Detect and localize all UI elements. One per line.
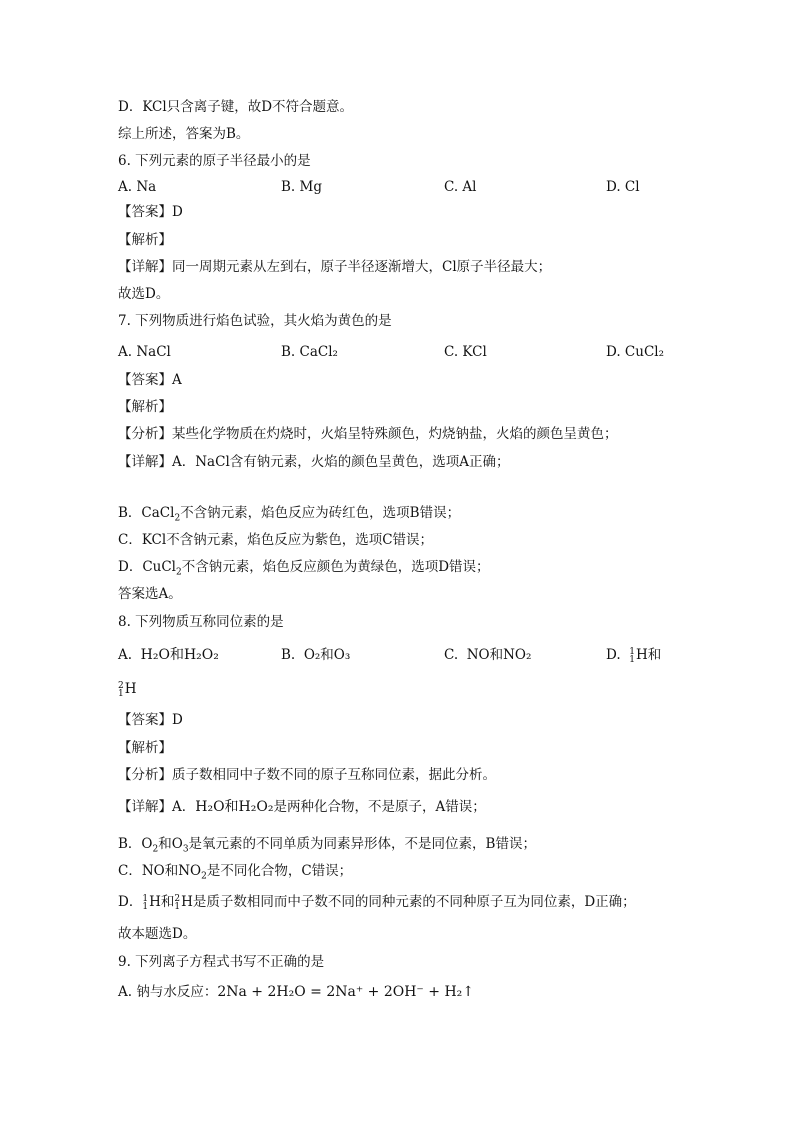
option-c: C. KCl [444,344,487,360]
detail-line-b: B．$O_2$和$O_3$是氧元素的不同单质为同素异形体，不是同位素，B错误； [118,836,536,855]
detail-line-d: D．CuCl$_2$不含钠元素，焰色反应颜色为黄绿色，选项D错误； [118,559,490,578]
conclusion-text: 故本题选D。 [118,926,197,942]
option-a: A. Na [118,179,157,195]
detail-line-d: D． 1 1 H和 2 1 H是质子数相同而中子数不同的同种元素的不同种原子互为同位素，D正确； [118,894,636,912]
option-d: D. CuCl₂ [606,344,665,360]
analysis-label: 【解析】 [118,399,172,415]
question-7-options [118,342,678,362]
question-6-options [118,177,678,197]
question-8-options [118,645,678,665]
option-a: A. NaCl [118,344,171,360]
answer-label: 【答案】A [118,372,182,388]
question-7-stem: 7. 下列物质进行焰色试验，其火焰为黄色的是 [118,313,392,329]
detail-line-a: 【详解】A．H₂O和H₂O₂是两种化合物，不是原子，A错误； [118,799,486,815]
question-8-stem: 8. 下列物质互称同位素的是 [118,614,284,630]
detail-line-c: C．KCl不含钠元素，焰色反应为紫色，选项C错误； [118,532,434,548]
option-d: D. Cl [606,179,640,195]
conclusion-text: 故选D。 [118,286,170,302]
analysis-label: 【解析】 [118,740,172,756]
option-a: A. H₂O和H₂O₂ [118,647,219,663]
analysis-summary: 【分析】某些化学物质在灼烧时，火焰呈特殊颜色，灼烧钠盐，火焰的颜色呈黄色； [118,426,618,442]
option-d-continuation: 2 1 H [118,681,137,699]
text-line: 综上所述，答案为B。 [118,126,250,142]
detail-line-c: C．NO和$NO_2$是不同化合物，C错误； [118,863,353,882]
option-b: B. Mg [281,179,322,195]
option-b: B. O₂和O₃ [281,647,351,663]
option-d: D. 1 1 H和 [606,647,662,665]
answer-label: 【答案】D [118,204,183,220]
question-9-stem: 9. 下列离子方程式书写不正确的是 [118,954,325,970]
conclusion-text: 答案选A。 [118,586,182,602]
question-6-stem: 6. 下列元素的原子半径最小的是 [118,153,311,169]
option-c: C. NO和NO₂ [444,647,532,663]
question-9-option-a: A. 钠与水反应：2Na + 2H₂O = 2Na⁺ + 2OH⁻ + H₂↑ [118,984,475,1000]
answer-label: 【答案】D [118,712,183,728]
option-c: C. Al [444,179,477,195]
option-b: B. CaCl₂ [281,344,338,360]
detail-text: 【详解】同一周期元素从左到右，原子半径逐渐增大，Cl原子半径最大； [118,259,552,275]
detail-line-b: B．CaCl$_2$不含钠元素，焰色反应为砖红色，选项B错误； [118,505,461,524]
detail-text: 【详解】A．NaCl含有钠元素，火焰的颜色呈黄色，选项A正确； [118,454,510,470]
analysis-label: 【解析】 [118,232,172,248]
text-line: D．KCl只含离子键，故D不符合题意。 [118,99,354,115]
analysis-summary: 【分析】质子数相同中子数不同的原子互称同位素，据此分析。 [118,767,496,783]
